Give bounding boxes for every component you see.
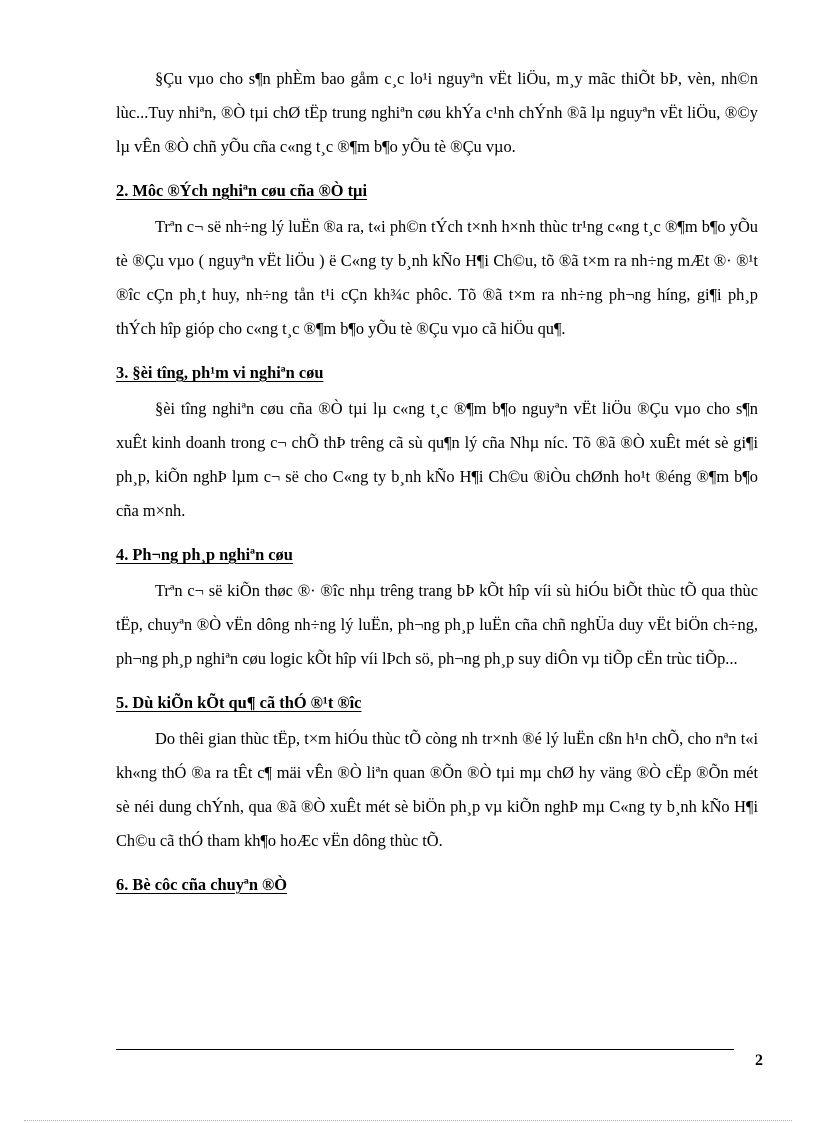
page-edge-divider bbox=[24, 1120, 792, 1121]
page-content bbox=[116, 62, 758, 904]
section-heading-4: 4. Ph¬ng ph¸p nghiªn cøu bbox=[116, 545, 293, 564]
footer-rule bbox=[116, 1049, 734, 1050]
section-heading-5: 5. Dù kiÕn kÕt qu¶ cã thÓ ®¹t ®îc bbox=[116, 693, 362, 712]
section-heading-2: 2. Môc ®Ých nghiªn cøu cña ®Ò tµi bbox=[116, 181, 368, 200]
paragraph-intro: §Çu vµo cho s¶n phÈm bao gåm c¸c lo¹i nguyªn vËt liÖu, m¸y mãc thiÕt bÞ, vèn, nh©n lùc...Tuy nhiªn, ®Ò tµi chØ tËp trung nghiªn cøu khÝa c¹nh chÝnh ®ã lµ nguyªn vËt liÖu, ®©y lµ vÊn ®Ò chñ yÕu cña c«ng t¸c ®¶m b¶o yÕu tè ®Çu vµo. bbox=[116, 69, 758, 156]
page-number: 2 bbox=[755, 1052, 763, 1069]
section-heading-3: 3. §èi tîng, ph¹m vi nghiªn cøu bbox=[116, 363, 324, 382]
section-heading-6: 6. Bè côc cña chuyªn ®Ò bbox=[116, 875, 288, 894]
paragraph-section-4: Trªn c¬ së kiÕn thøc ®· ®îc nhµ trêng trang bÞ kÕt hîp víi sù hiÓu biÕt thùc tÕ qua thùc tËp, chuyªn ®Ò vËn dông nh÷ng lý luËn, ph¬ng ph¸p luËn cña chñ nghÜa duy vËt biÖn ch÷ng, ph¬ng ph¸p nghiªn cøu logic kÕt hîp víi lÞch sö, ph¬ng ph¸p suy diÔn vµ tiÕp cËn trùc tiÕp... bbox=[116, 581, 758, 668]
paragraph-section-5: Do thêi gian thùc tËp, t×m hiÓu thùc tÕ còng nh tr×nh ®é lý luËn cßn h¹n chÕ, cho nªn t«i kh«ng thÓ ®a ra tÊt c¶ mäi vÊn ®Ò liªn quan ®Õn ®Ò tµi mµ chØ hy väng ®Ò cËp ®Õn mét sè néi dung chÝnh, qua ®ã ®Ò xuÊt mét sè biÖn ph¸p vµ kiÕn nghÞ mµ C«ng ty b¸nh kÑo H¶i Ch©u cã thÓ tham kh¶o hoÆc vËn dông thùc tÕ. bbox=[116, 729, 758, 850]
paragraph-section-2: Trªn c¬ së nh÷ng lý luËn ®a ra, t«i ph©n tÝch t×nh h×nh thùc tr¹ng c«ng t¸c ®¶m b¶o yÕu tè ®Çu vµo ( nguyªn vËt liÖu ) ë C«ng ty b¸nh kÑo H¶i Ch©u, tõ ®ã t×m ra nh÷ng mÆt ®· ®¹t ®îc cÇn ph¸t huy, nh÷ng tån t¹i cÇn kh¾c phôc. Tõ ®ã t×m ra nh÷ng ph¬ng híng, gi¶i ph¸p thÝch hîp gióp cho c«ng t¸c ®¶m b¶o yÕu tè ®Çu vµo cã hiÖu qu¶. bbox=[116, 217, 758, 338]
paragraph-section-3: §èi tîng nghiªn cøu cña ®Ò tµi lµ c«ng t¸c ®¶m b¶o nguyªn vËt liÖu ®Çu vµo cho s¶n xuÊt kinh doanh trong c¬ chÕ thÞ trêng cã sù qu¶n lý cña Nhµ níc. Tõ ®ã ®Ò xuÊt mét sè gi¶i ph¸p, kiÕn nghÞ lµm c¬ së cho C«ng ty b¸nh kÑo H¶i Ch©u ®iÒu chØnh ho¹t ®éng ®¶m b¶o cña m×nh. bbox=[116, 399, 758, 520]
